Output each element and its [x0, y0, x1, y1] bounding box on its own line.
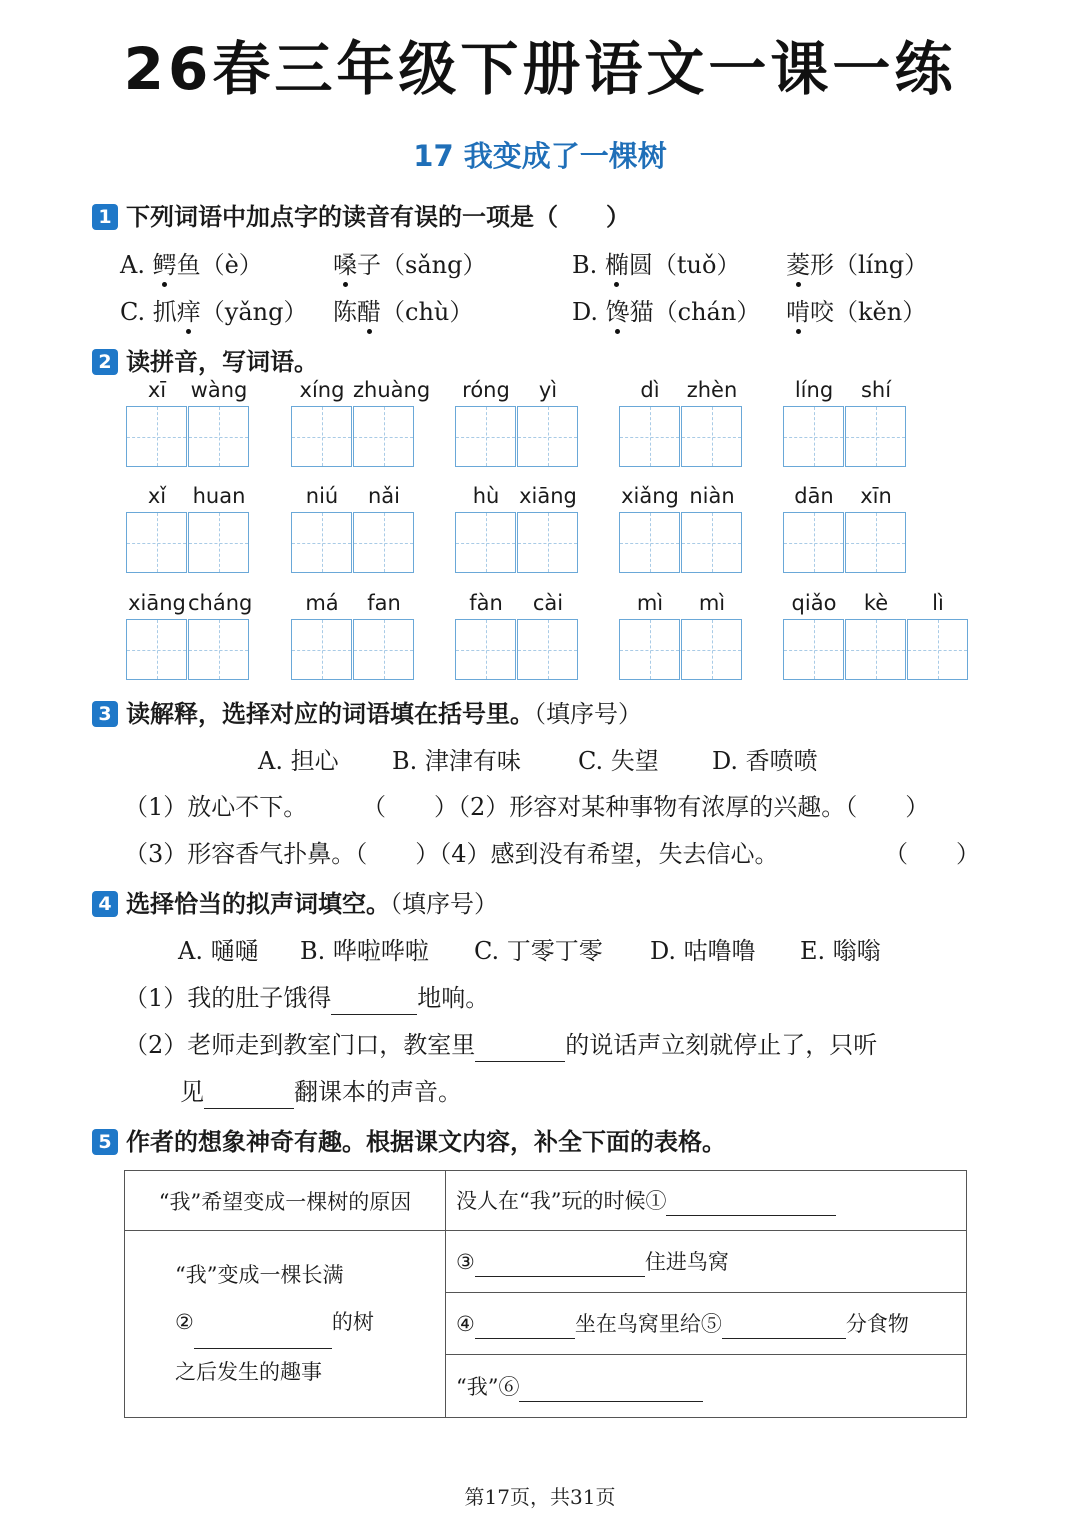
- q3-item: （3）形容香气扑鼻。（ ）（4）感到没有希望，失去信心。: [124, 840, 779, 868]
- answer-blank[interactable]: [475, 1314, 575, 1339]
- writing-box[interactable]: [188, 512, 249, 573]
- q1-option: 陈醋（chù）: [333, 292, 473, 327]
- writing-box[interactable]: [907, 619, 968, 680]
- writing-box[interactable]: [783, 512, 844, 573]
- writing-box[interactable]: [783, 406, 844, 467]
- q3-option: D. 香喷喷: [712, 747, 818, 775]
- writing-box[interactable]: [126, 512, 187, 573]
- q4-option: A. 嗵嗵: [178, 937, 259, 965]
- table-cell-reason-answer: 没人在“我”玩的时候①: [446, 1171, 967, 1231]
- writing-box[interactable]: [188, 619, 249, 680]
- writing-box[interactable]: [291, 619, 352, 680]
- writing-box[interactable]: [517, 512, 578, 573]
- q1-option: D. 馋猫（chán）: [572, 292, 760, 327]
- answer-table: [124, 1170, 967, 1418]
- question-2-prompt: 读拼音，写词语。: [126, 348, 318, 376]
- question-number-badge: 1: [92, 204, 118, 230]
- writing-box[interactable]: [126, 619, 187, 680]
- q3-item: （1）放心不下。: [124, 793, 308, 821]
- question-1-heading: [92, 197, 630, 232]
- table-cell-events-label: “我”变成一棵长满 ② 的树 之后发生的趣事: [125, 1231, 446, 1418]
- q1-option: 嗓子（sǎng）: [333, 245, 486, 280]
- q4-sentence-2-cont: 见 翻课本的声音。: [180, 1072, 462, 1109]
- q3-option: C. 失望: [578, 747, 659, 775]
- q3-item-answer: （ ）（2）形容对某种事物有浓厚的兴趣。（ ）: [362, 793, 930, 821]
- page-title: 26春三年级下册语文一课一练: [123, 35, 957, 103]
- table-cell-event-1: ③ 住进鸟窝: [446, 1231, 967, 1293]
- question-3-prompt: 读解释，选择对应的词语填在括号里。: [126, 700, 534, 728]
- lesson-title: 17 我变成了一棵树: [413, 139, 667, 173]
- q4-sentence-2: （2）老师走到教室门口，教室里 的说话声立刻就停止了，只听: [124, 1025, 877, 1062]
- question-5-prompt: 作者的想象神奇有趣。根据课文内容，补全下面的表格。: [126, 1128, 726, 1156]
- answer-blank[interactable]: [666, 1191, 836, 1216]
- answer-blank[interactable]: [194, 1301, 332, 1349]
- q3-option: B. 津津有味: [392, 747, 521, 775]
- writing-box[interactable]: [619, 619, 680, 680]
- question-number-badge: 2: [92, 349, 118, 375]
- writing-box[interactable]: [845, 619, 906, 680]
- writing-box[interactable]: [455, 512, 516, 573]
- answer-blank[interactable]: [722, 1314, 846, 1339]
- q1-option: C. 抓痒（yǎng）: [120, 292, 307, 327]
- q3-item-answer: （ ）: [884, 840, 980, 868]
- writing-box[interactable]: [353, 512, 414, 573]
- question-number-badge: 3: [92, 701, 118, 727]
- table-cell-event-3: “我”⑥: [446, 1355, 967, 1418]
- question-number-badge: 4: [92, 891, 118, 917]
- writing-box[interactable]: [291, 406, 352, 467]
- q4-option: B. 哗啦哗啦: [300, 937, 429, 965]
- q3-option: A. 担心: [258, 747, 339, 775]
- writing-box[interactable]: [517, 406, 578, 467]
- question-4-heading: [92, 884, 498, 919]
- writing-box[interactable]: [353, 406, 414, 467]
- q4-option: C. 丁零丁零: [474, 937, 603, 965]
- writing-box[interactable]: [353, 619, 414, 680]
- question-2-heading: [92, 342, 318, 377]
- writing-box[interactable]: [126, 406, 187, 467]
- writing-box[interactable]: [455, 619, 516, 680]
- question-4-hint: （填序号）: [390, 890, 498, 918]
- writing-box[interactable]: [619, 512, 680, 573]
- table-cell-reason-label: “我”希望变成一棵树的原因: [125, 1171, 446, 1231]
- answer-blank[interactable]: [475, 1252, 645, 1277]
- question-4-prompt: 选择恰当的拟声词填空。: [126, 890, 390, 918]
- writing-box[interactable]: [681, 512, 742, 573]
- writing-box[interactable]: [681, 619, 742, 680]
- answer-blank[interactable]: [331, 986, 417, 1015]
- q1-option: B. 椭圆（tuǒ）: [572, 245, 740, 280]
- writing-box[interactable]: [845, 406, 906, 467]
- answer-blank[interactable]: [204, 1080, 294, 1109]
- question-1-prompt: 下列词语中加点字的读音有误的一项是（ ）: [126, 203, 630, 231]
- writing-box[interactable]: [783, 619, 844, 680]
- q1-option: 啃咬（kěn）: [786, 292, 926, 327]
- question-3-hint: （填序号）: [534, 700, 642, 728]
- writing-box[interactable]: [681, 406, 742, 467]
- answer-blank[interactable]: [475, 1033, 565, 1062]
- question-number-badge: 5: [92, 1129, 118, 1155]
- writing-box[interactable]: [517, 619, 578, 680]
- question-3-heading: [92, 694, 642, 729]
- writing-box[interactable]: [845, 512, 906, 573]
- q1-option: A. 鳄鱼（è）: [120, 245, 263, 280]
- table-cell-event-2: ④ 坐在鸟窝里给⑤ 分食物: [446, 1293, 967, 1355]
- page-footer: 第17页，共31页: [464, 1485, 616, 1509]
- q4-option: E. 嗡嗡: [800, 937, 881, 965]
- question-5-heading: [92, 1122, 726, 1157]
- writing-box[interactable]: [619, 406, 680, 467]
- answer-blank[interactable]: [519, 1377, 703, 1402]
- q1-option: 菱形（líng）: [786, 245, 928, 280]
- writing-box[interactable]: [455, 406, 516, 467]
- q4-option: D. 咕噜噜: [650, 937, 756, 965]
- writing-box[interactable]: [291, 512, 352, 573]
- writing-box[interactable]: [188, 406, 249, 467]
- q4-sentence-1: （1）我的肚子饿得 地响。: [124, 978, 489, 1015]
